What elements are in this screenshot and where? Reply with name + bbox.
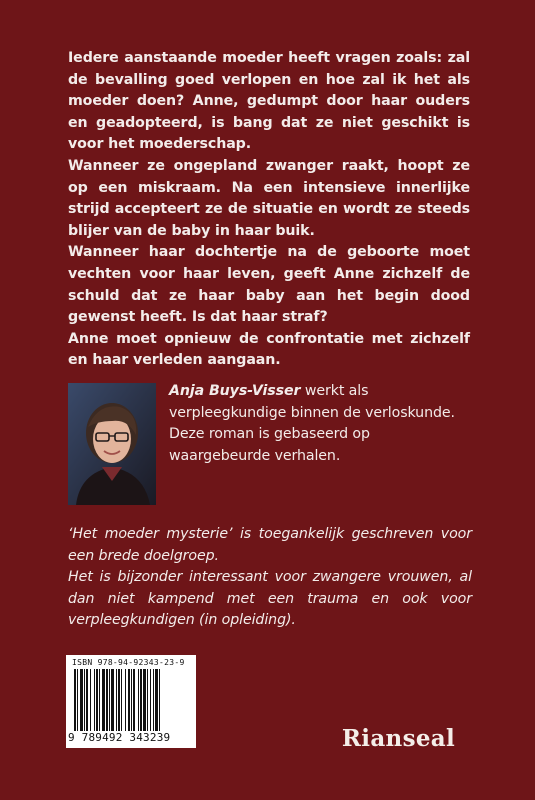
barcode-digits: 9 789492 343239 <box>68 731 171 744</box>
publisher-logo: Rianseal <box>341 725 455 752</box>
description-line: ‘Het moeder mysterie’ is toegankelijk geschreven voor een brede doelgroep. <box>68 526 472 564</box>
blurb-paragraph: Iedere aanstaande moeder heeft vragen zoals: zal de bevalling goed verlopen en hoe zal ik het als moeder doen? Anne, gedumpt door haar ouders en geadopteerd, is bang dat ze niet geschikt is voor het moederschap. <box>68 50 470 153</box>
description-line: Het is bijzonder interessant voor zwangere vrouwen, al dan niet kampend met een trauma en ook voor verpleegkundigen (in opleiding). <box>68 569 472 629</box>
author-photo <box>68 383 156 505</box>
blurb-paragraph: Wanneer ze ongepland zwanger raakt, hoopt ze op een miskraam. Na een intensieve innerlijke strijd accepteert ze de situatie en wordt ze steeds blijer van de baby in haar buik. <box>68 157 470 239</box>
author-name: Anja Buys-Visser <box>169 383 301 399</box>
author-bio-line <box>169 381 474 424</box>
author-bio-line: Deze roman is gebaseerd op waargebeurde verhalen. <box>169 426 370 464</box>
isbn-barcode <box>66 655 196 748</box>
isbn-label: ISBN 978-94-92343-23-9 <box>72 658 185 667</box>
author-bio-text: werkt als verpleegkundige binnen de verloskunde. <box>169 383 455 421</box>
blurb-paragraph: Anne moet opnieuw de confrontatie met zichzelf en haar verleden aangaan. <box>68 330 470 369</box>
author-bio <box>169 381 474 467</box>
book-description <box>68 524 472 632</box>
blurb <box>68 48 470 372</box>
blurb-paragraph: Wanneer haar dochtertje na de geboorte moet vechten voor haar leven, geeft Anne zichzelf de schuld dat ze haar baby aan het begin dood gewenst heeft. Is dat haar straf? <box>68 244 470 326</box>
barcode-bars <box>74 669 188 731</box>
